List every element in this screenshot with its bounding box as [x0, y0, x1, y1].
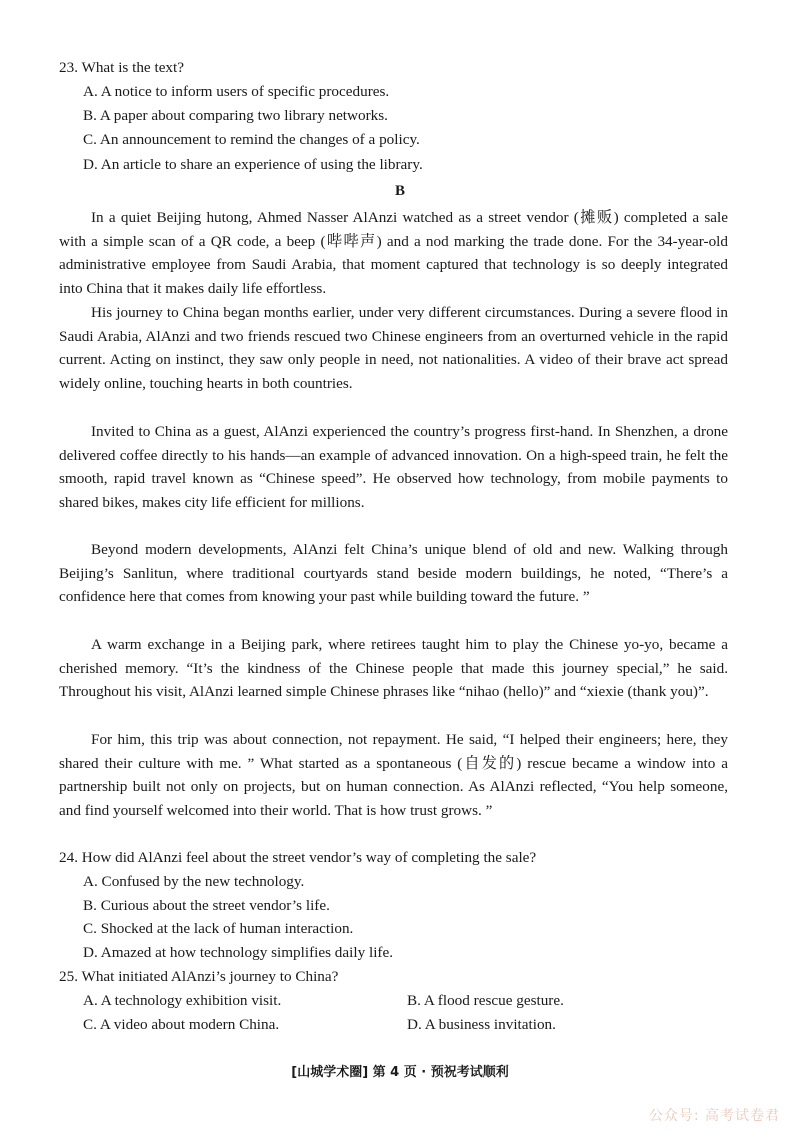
passage-paragraph: Beyond modern developments, AlAnzi felt China’s unique blend of old and new. Walking through Beijing’s Sanlitun, where traditional courtyards stand beside modern buildings, he noted, “There’s a confidence here that comes from knowing your past while building toward the future. ”	[59, 541, 728, 606]
question-23-stem: 23. What is the text?	[59, 59, 184, 76]
question-24-option-a: A. Confused by the new technology.	[83, 873, 305, 890]
question-25-option-c: C. A video about modern China.	[83, 1016, 280, 1033]
passage-paragraph: A warm exchange in a Beijing park, where retirees taught him to play the Chinese yo-yo, became a cherished memory. “It’s the kindness of the Chinese people that made this journey special,” he said. Throughout his visit, AlAnzi learned simple Chinese phrases like “nihao (hello)” and “xiexie (thank you)”.	[59, 636, 728, 701]
passage-paragraph: For him, this trip was about connection, not repayment. He said, “I helped their engineers; here, they shared their culture with me. ” What started as a spontaneous (自发的) rescue became a window into a partnership built not only on projects, but on human connection. As AlAnzi reflected, “You help someone, and find yourself welcomed into their world. That is how trust grows. ”	[59, 731, 728, 820]
passage-paragraph: Invited to China as a guest, AlAnzi experienced the country’s progress first-hand. In Shenzhen, a drone delivered coffee directly to his hands—an example of advanced innovation. On a high-speed train, he felt the smooth, rapid travel known as “Chinese speed”. He observed how technology, from mobile payments to shared bikes, makes city life efficient for millions.	[59, 423, 728, 512]
question-25-option-a: A. A technology exhibition visit.	[83, 992, 282, 1009]
question-24-option-d: D. Amazed at how technology simplifies daily life.	[83, 944, 394, 961]
page-footer: [山城学术圈] 第 4 页 · 预祝考试顺利	[291, 1065, 509, 1080]
question-25-option-b: B. A flood rescue gesture.	[407, 992, 564, 1009]
passage-paragraph: His journey to China began months earlier, under very different circumstances. During a severe flood in Saudi Arabia, AlAnzi and two friends rescued two Chinese engineers from an overturned vehicle in the rapid current. Acting on instinct, they saw only people in need, not nationalities. A video of their brave act spread widely online, touching hearts in both countries.	[59, 304, 728, 393]
question-23-option-b: B. A paper about comparing two library networks.	[83, 107, 388, 124]
watermark: 公众号: 高考试卷君	[648, 1108, 780, 1124]
question-25-stem: 25. What initiated AlAnzi’s journey to China?	[59, 968, 339, 985]
question-25-option-d: D. A business invitation.	[407, 1016, 556, 1033]
question-23-option-c: C. An announcement to remind the changes of a policy.	[83, 131, 420, 148]
section-heading: B	[394, 183, 405, 199]
question-24-stem: 24. How did AlAnzi feel about the street vendor’s way of completing the sale?	[59, 849, 537, 866]
question-23-option-d: D. An article to share an experience of using the library.	[83, 156, 423, 173]
question-23-option-a: A. A notice to inform users of specific procedures.	[83, 83, 390, 100]
question-24-option-b: B. Curious about the street vendor’s life.	[83, 897, 330, 914]
question-24-option-c: C. Shocked at the lack of human interaction.	[83, 920, 354, 937]
passage-paragraph: In a quiet Beijing hutong, Ahmed Nasser AlAnzi watched as a street vendor (摊贩) completed a sale with a simple scan of a QR code, a beep (哔哔声) and a nod marking the trade done. For the 34-year-old administrative employee from Saudi Arabia, that moment captured that technology is so deeply integrated into China that it makes daily life effortless.	[59, 209, 728, 298]
